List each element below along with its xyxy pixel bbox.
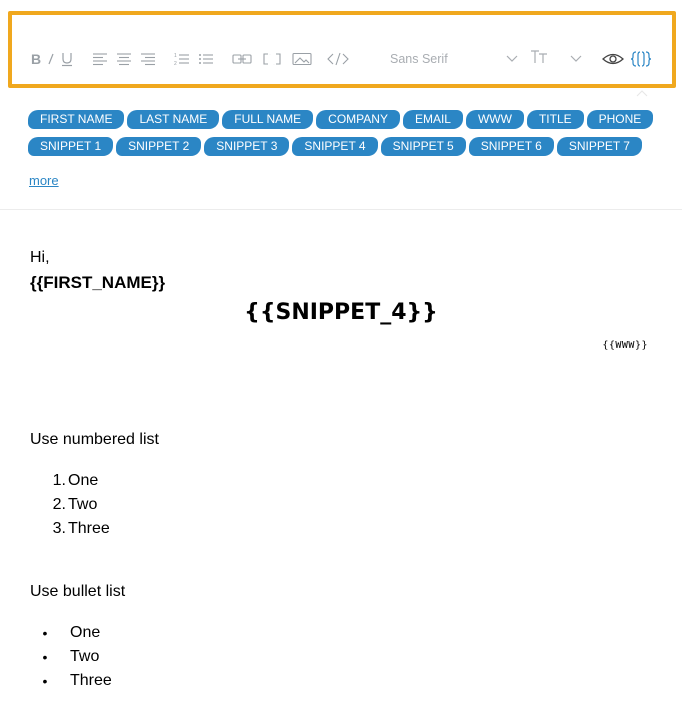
tag-first-name[interactable]: FIRST NAME (28, 110, 124, 129)
svg-text:B: B (31, 52, 42, 66)
list-item: 1. One (52, 472, 99, 489)
font-family-select[interactable] (390, 49, 518, 69)
align-left-button[interactable] (92, 49, 108, 69)
italic-button[interactable] (46, 49, 56, 69)
snippet-4-variable: {{SNIPPET_4}} (244, 300, 438, 325)
code-icon[interactable] (326, 49, 350, 69)
variable-tags-row-1 (28, 110, 653, 129)
tag-company[interactable]: COMPANY (316, 110, 400, 129)
preview-eye-icon[interactable] (602, 49, 624, 69)
bold-button[interactable] (30, 49, 42, 69)
numbered-list-button[interactable] (174, 49, 190, 69)
greeting-text: Hi, (30, 249, 50, 266)
editor-toolbar (8, 11, 676, 88)
tag-last-name[interactable]: LAST NAME (127, 110, 219, 129)
tag-title[interactable]: TITLE (527, 110, 584, 129)
tag-snippet-5[interactable]: SNIPPET 5 (381, 137, 466, 156)
caret-up-icon (636, 87, 648, 99)
more-tags-link[interactable]: more (29, 173, 59, 188)
tag-snippet-4[interactable]: SNIPPET 4 (292, 137, 377, 156)
image-icon[interactable] (292, 49, 312, 69)
bullet-list (30, 621, 112, 693)
link-icon[interactable] (232, 49, 252, 69)
tag-snippet-1[interactable]: SNIPPET 1 (28, 137, 113, 156)
svg-text:1: 1 (174, 53, 177, 59)
www-variable: {{WWW}} (602, 340, 648, 351)
first-name-variable: {{FIRST_NAME}} (30, 273, 166, 292)
align-center-button[interactable] (116, 49, 132, 69)
font-size-select[interactable] (530, 49, 582, 69)
bullet-list-heading: Use bullet list (30, 583, 126, 600)
list-item: • Two (42, 648, 100, 665)
numbered-list-heading: Use numbered list (30, 431, 159, 448)
underline-button[interactable] (60, 49, 74, 69)
tag-full-name[interactable]: FULL NAME (222, 110, 313, 129)
list-item: 3. Three (52, 520, 110, 537)
tag-snippet-3[interactable]: SNIPPET 3 (204, 137, 289, 156)
tag-snippet-6[interactable]: SNIPPET 6 (469, 137, 554, 156)
font-family-value: Sans Serif (390, 52, 448, 66)
tag-www[interactable]: WWW (466, 110, 524, 129)
align-right-button[interactable] (140, 49, 156, 69)
unlink-icon[interactable] (262, 49, 282, 69)
chevron-down-icon (570, 50, 582, 68)
variable-tags-row-2 (28, 137, 642, 156)
svg-text:2: 2 (174, 61, 177, 66)
list-item: • Three (42, 672, 112, 689)
tag-snippet-2[interactable]: SNIPPET 2 (116, 137, 201, 156)
numbered-list (30, 469, 110, 541)
tag-phone[interactable]: PHONE (587, 110, 654, 129)
list-item: 2. Two (52, 496, 98, 513)
list-item: • One (42, 624, 101, 641)
tag-snippet-7[interactable]: SNIPPET 7 (557, 137, 642, 156)
text-size-icon (530, 49, 550, 70)
chevron-down-icon (506, 52, 518, 66)
bullet-list-button[interactable] (198, 49, 214, 69)
tag-email[interactable]: EMAIL (403, 110, 463, 129)
divider (0, 209, 682, 210)
variables-braces-icon[interactable] (630, 49, 652, 69)
